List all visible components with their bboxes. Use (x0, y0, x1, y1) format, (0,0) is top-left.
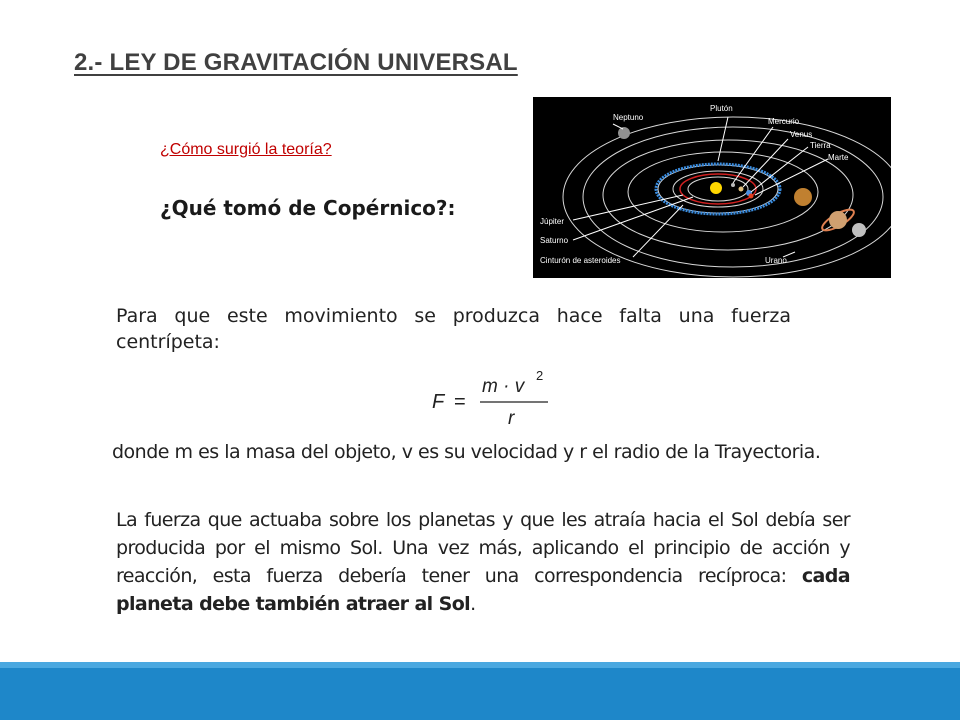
label-marte: Marte (828, 153, 849, 162)
label-neptuno: Neptuno (613, 113, 644, 122)
label-asteroides: Cinturón de asteroides (540, 256, 621, 265)
label-saturno: Saturno (540, 236, 569, 245)
centripetal-intro-text: Para que este movimiento se produzca hace falta una fuerza centrípeta: (116, 305, 791, 353)
formula-equals: = (454, 391, 466, 413)
label-mercurio: Mercurio (768, 117, 800, 126)
reciprocal-end: . (470, 593, 476, 615)
formula-exponent: 2 (536, 368, 544, 383)
formula-lhs: F (432, 391, 445, 413)
solar-system-image (533, 97, 891, 278)
variable-definitions: donde m es la masa del objeto, v es su velocidad y r el radio de la Trayectoria. (112, 441, 821, 463)
label-venus: Venus (790, 130, 813, 139)
reciprocal-force-paragraph (116, 506, 850, 618)
sun-icon (710, 182, 722, 194)
centripetal-formula (430, 368, 560, 428)
label-pluton: Plutón (710, 104, 733, 113)
footer-accent (0, 662, 960, 668)
label-urano: Urano (765, 256, 787, 265)
question-origin-theory: ¿Cómo surgió la teoría? (160, 141, 332, 158)
footer-bar (0, 662, 960, 720)
solar-system-diagram (533, 97, 891, 278)
formula-numerator: m · v (482, 376, 525, 397)
reciprocal-text: La fuerza que actuaba sobre los planetas y que les atraía hacia el Sol debía ser producida por el mismo Sol. Una vez más, aplicando el principio de acción y reacción, esta fuerza debería tener una correspondencia recíproca: (116, 509, 850, 587)
slide-title: 2.- LEY DE GRAVITACIÓN UNIVERSAL (74, 49, 518, 76)
label-tierra: Tierra (810, 141, 831, 150)
label-jupiter: Júpiter (540, 217, 565, 226)
reciprocal-bold-text: cada planeta debe también atraer al Sol (116, 565, 850, 615)
question-copernicus: ¿Qué tomó de Copérnico?: (160, 196, 456, 220)
formula-denominator: r (508, 408, 515, 428)
